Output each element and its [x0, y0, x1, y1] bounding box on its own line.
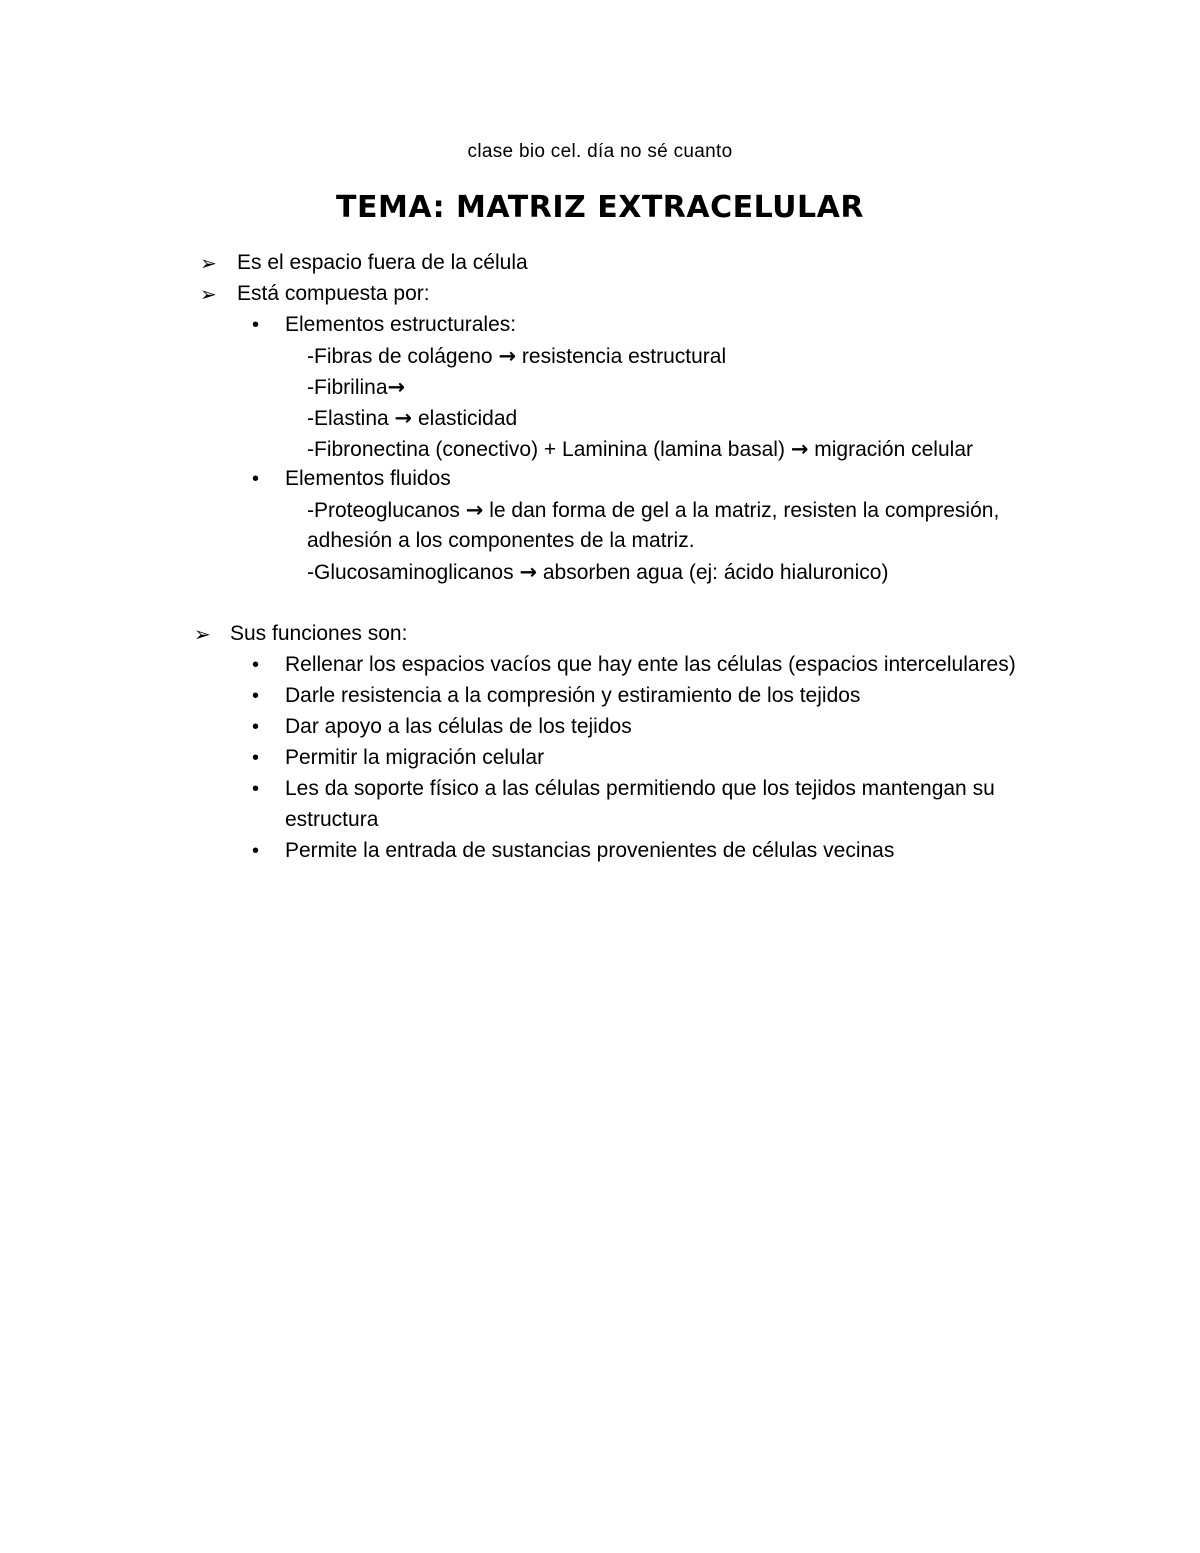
bullet-icon: • [252, 468, 260, 490]
bullet-icon: • [252, 654, 260, 676]
list-item [307, 405, 517, 432]
list-item: Es el espacio fuera de la célula [237, 251, 528, 274]
item-text: elasticidad [412, 407, 518, 430]
bullet-icon: • [252, 778, 260, 800]
bullet-icon: • [252, 747, 260, 769]
item-text: -Elastina [307, 407, 395, 430]
list-item [307, 343, 726, 370]
bullet-icon: • [252, 314, 260, 336]
bullet-icon: • [252, 840, 260, 862]
item-text: resistencia estructural [516, 345, 727, 368]
list-item-continuation: adhesión a los componentes de la matriz. [307, 529, 695, 552]
arrow-icon: → [465, 498, 484, 522]
arrow-bullet-icon: ➢ [194, 622, 211, 646]
section-heading: Sus funciones son: [230, 622, 408, 645]
list-item [307, 436, 973, 463]
list-item: Darle resistencia a la compresión y estiramiento de los tejidos [285, 684, 861, 707]
list-item [307, 497, 999, 524]
item-text: -Glucosaminoglicanos [307, 561, 520, 584]
list-item: Les da soporte físico a las células permitiendo que los tejidos mantengan su [285, 777, 995, 800]
arrow-bullet-icon: ➢ [200, 282, 217, 306]
item-text: absorben agua (ej: ácido hialuronico) [537, 561, 889, 584]
item-text: le dan forma de gel a la matriz, resisten la compresión, [483, 499, 1000, 522]
bullet-icon: • [252, 716, 260, 738]
item-text: -Fibronectina (conectivo) + Laminina (lamina basal) [307, 438, 791, 461]
arrow-bullet-icon: ➢ [200, 251, 217, 275]
list-item-continuation: estructura [285, 808, 379, 831]
list-item: Está compuesta por: [237, 282, 430, 305]
list-item [307, 559, 888, 586]
page-subtitle: clase bio cel. día no sé cuanto [467, 141, 733, 162]
list-item: Permite la entrada de sustancias provenientes de células vecinas [285, 839, 895, 862]
arrow-icon: → [790, 437, 809, 461]
arrow-icon: → [394, 406, 413, 430]
arrow-icon: → [498, 344, 517, 368]
list-item: Dar apoyo a las células de los tejidos [285, 715, 632, 738]
page-title: TEMA: MATRIZ EXTRACELULAR [336, 190, 864, 225]
item-text: -Fibras de colágeno [307, 345, 499, 368]
list-item: Rellenar los espacios vacíos que hay ente las células (espacios intercelulares) [285, 653, 1016, 676]
list-item [307, 374, 405, 401]
arrow-icon: → [387, 375, 406, 399]
bullet-icon: • [252, 685, 260, 707]
list-item: Elementos estructurales: [285, 313, 517, 336]
list-item: Permitir la migración celular [285, 746, 545, 769]
item-text: -Proteoglucanos [307, 499, 466, 522]
item-text: migración celular [808, 438, 973, 461]
arrow-icon: → [519, 560, 538, 584]
list-item: Elementos fluidos [285, 467, 451, 490]
item-text: -Fibrilina [307, 376, 388, 399]
